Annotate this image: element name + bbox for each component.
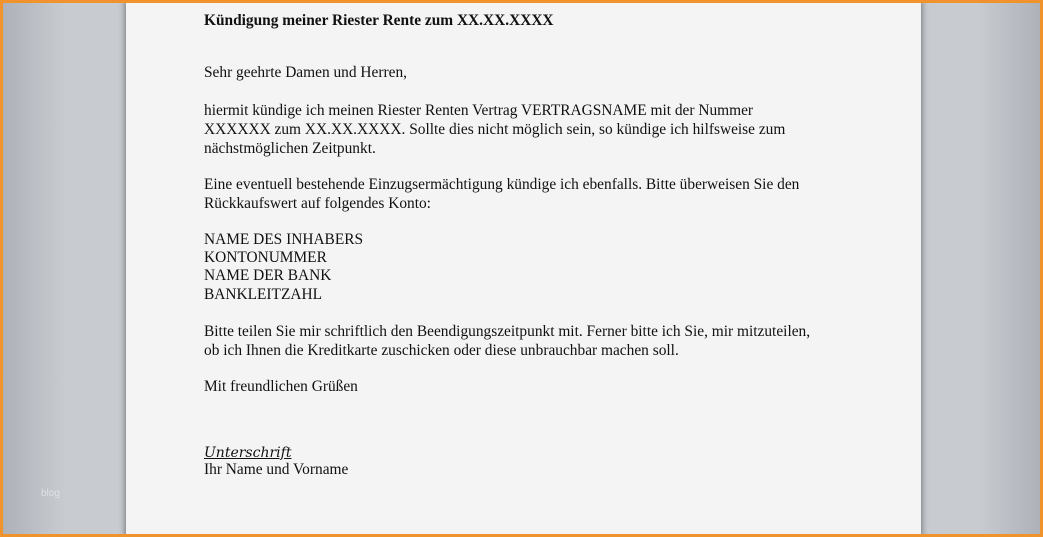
paragraph-2-line-1: Eine eventuell bestehende Einzugsermächtigung kündige ich ebenfalls. Bitte überweisen Sie den <box>204 176 800 193</box>
name-line: Ihr Name und Vorname <box>204 461 349 478</box>
closing: Mit freundlichen Grüßen <box>204 378 358 395</box>
watermark: blog <box>41 488 60 499</box>
paragraph-2-line-2: Rückkaufswert auf folgendes Konto: <box>204 195 431 212</box>
paragraph-3-line-2: ob ich Ihnen die Kreditkarte zuschicken oder diese unbrauchbar machen soll. <box>204 342 679 359</box>
paragraph-1-line-3: nächstmöglichen Zeitpunkt. <box>204 140 376 157</box>
paragraph-3-line-1: Bitte teilen Sie mir schriftlich den Beendigungszeitpunkt mit. Ferner bitte ich Sie, mir mitzuteilen, <box>204 323 811 340</box>
paragraph-1-line-1: hiermit kündige ich meinen Riester Renten Vertrag VERTRAGSNAME mit der Nummer <box>204 102 754 119</box>
letter-title: Kündigung meiner Riester Rente zum XX.XX.XXXX <box>204 12 554 29</box>
account-holder: NAME DES INHABERS <box>204 231 364 248</box>
document-page <box>126 0 921 537</box>
salutation: Sehr geehrte Damen und Herren, <box>204 64 407 81</box>
bank-code: BANKLEITZAHL <box>204 286 322 303</box>
account-number: KONTONUMMER <box>204 249 327 266</box>
bank-name: NAME DER BANK <box>204 267 332 284</box>
signature: Unterschrift <box>204 445 292 461</box>
paragraph-1-line-2: XXXXXX zum XX.XX.XXXX. Sollte dies nicht möglich sein, so kündige ich hilfsweise zum <box>204 121 786 138</box>
